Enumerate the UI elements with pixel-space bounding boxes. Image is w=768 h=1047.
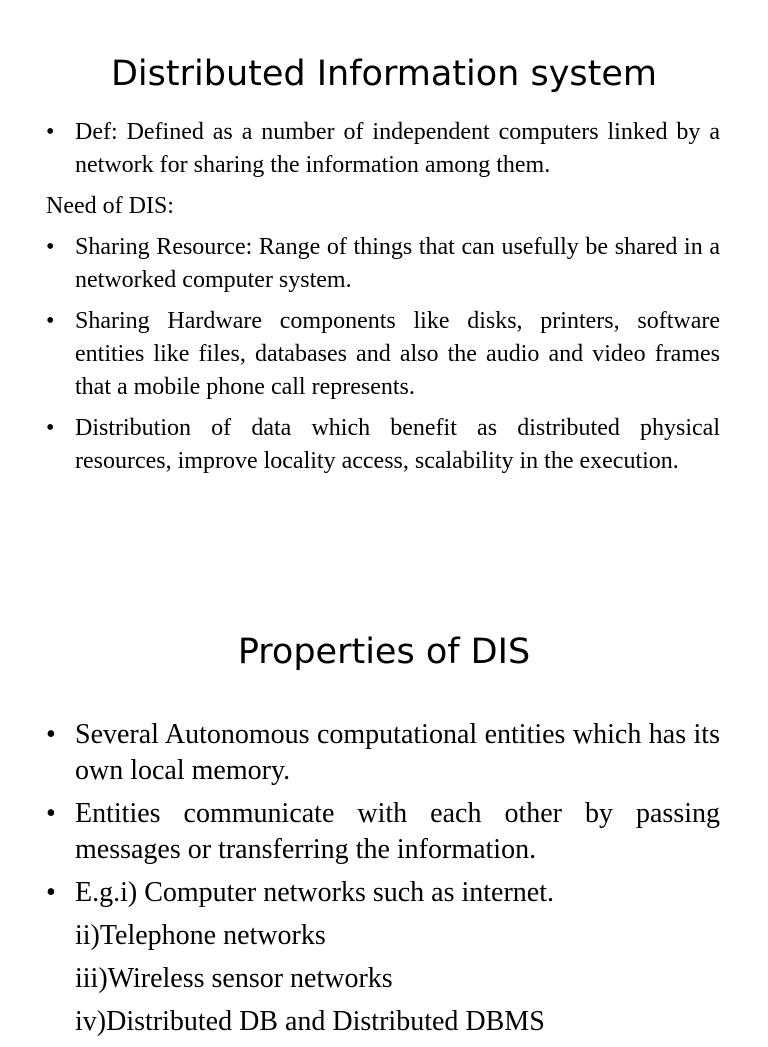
example-item: iv)Distributed DB and Distributed DBMS <box>75 1006 545 1037</box>
slide-body <box>46 116 720 486</box>
slide-title: Properties of DIS <box>237 632 531 672</box>
example-item: ii)Telephone networks <box>75 920 326 951</box>
need-heading: Need of DIS: <box>46 193 174 219</box>
property-bullet: • Several Autonomous computational entities which has its own local memory. <box>46 717 720 789</box>
definition-bullet: • Def: Defined as a number of independent computers linked by a network for sharing the information among them. <box>46 116 720 182</box>
need-bullet: • Sharing Resource: Range of things that can usefully be shared in a networked computer system. <box>46 231 720 297</box>
slide-body <box>46 717 720 1047</box>
property-bullet: • Entities communicate with each other by passing messages or transferring the information. <box>46 796 720 868</box>
need-bullet: • Distribution of data which benefit as distributed physical resources, improve locality access, scalability in the execution. <box>46 412 720 478</box>
need-bullet: • Sharing Hardware components like disks, printers, software entities like files, databases and also the audio and video frames that a mobile phone call represents. <box>46 305 720 404</box>
example-item: iii)Wireless sensor networks <box>75 963 393 994</box>
example-bullet: • E.g.i) Computer networks such as internet. <box>46 875 720 911</box>
slide-properties-of-dis <box>0 560 768 1037</box>
slide-title: Distributed Information system <box>110 54 657 94</box>
